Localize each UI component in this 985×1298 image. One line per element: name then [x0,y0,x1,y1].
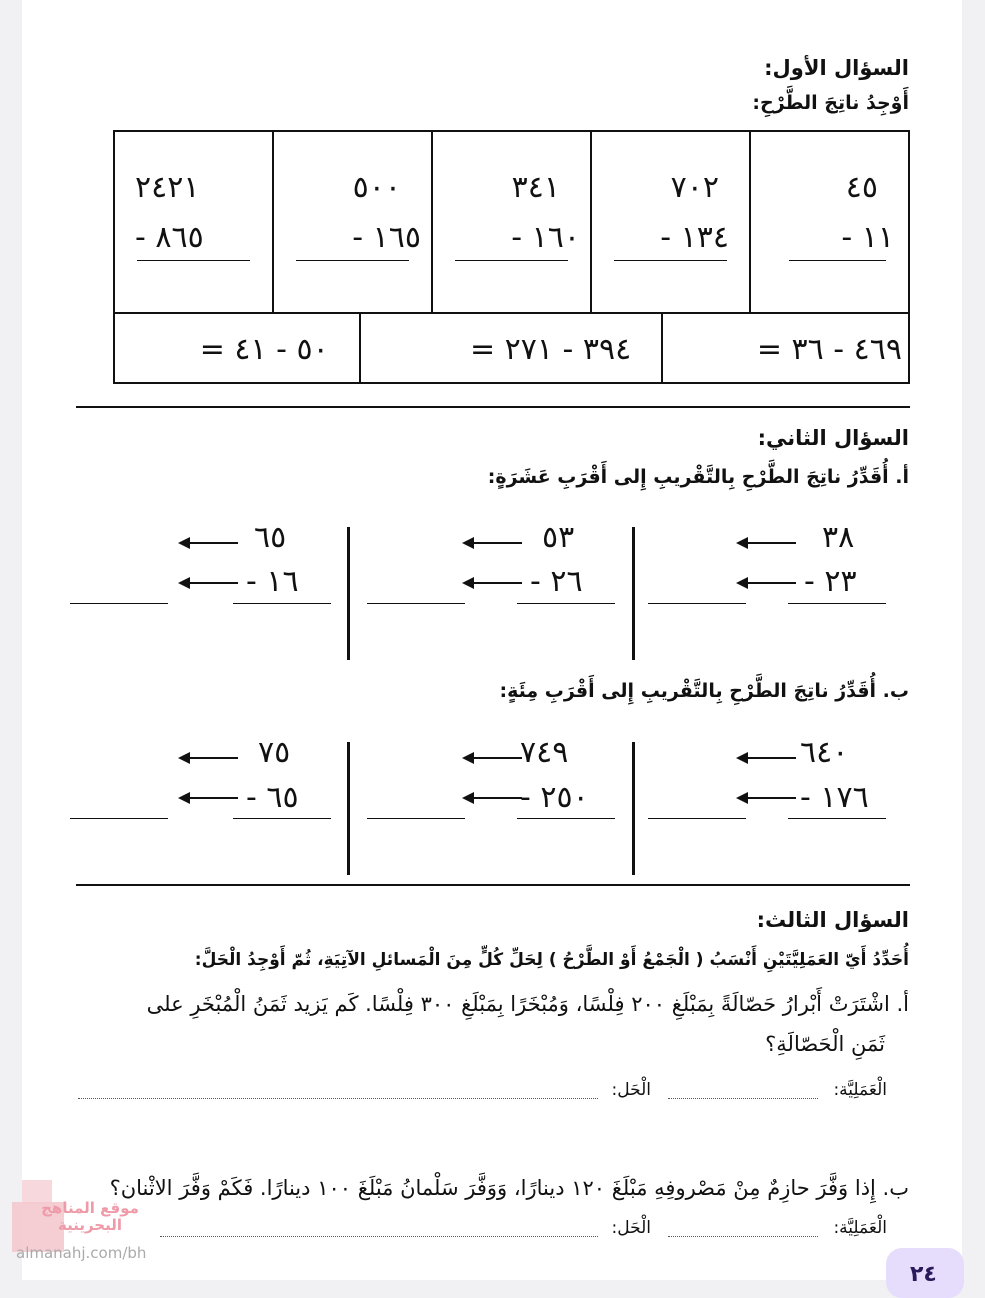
q2-part-a: أ. أُقَدِّرُ ناتِجَ الطَّرْحِ بِالتَّقْريبِ إِلى أَقْرَبِ عَشَرَةٍ: [487,466,909,488]
estimate-bottom: ٢٥٠ - [520,780,589,815]
q1-horizontal-table [113,312,910,384]
column-separator [632,527,635,660]
problem-b: ب. إِذا وَفَّرَ حازِمٌ مِنْ مَصْروفِهِ مَبْلَغَ ١٢٠ دينارًا، وَوَفَّرَ سَلْمانُ مَبْلَغَ ١٠٠ دينارًا. فَكَمْ وَفَّرَ الاثْنان؟ [109,1176,909,1200]
arrow-left-icon [738,542,796,544]
divider [76,884,910,886]
answer-blank[interactable] [367,603,465,604]
underline [233,818,331,819]
operation-answer-field[interactable] [668,1098,818,1099]
vertical-problem: ٤٥ ١١ - [750,131,909,313]
vertical-problem: ٧٠٢ ١٣٤ - [591,131,750,313]
arrow-left-icon [738,757,796,759]
column-separator [347,742,350,875]
operation-answer-field[interactable] [668,1236,818,1237]
answer-blank[interactable] [70,603,168,604]
arrow-left-icon [464,797,522,799]
watermark-text: موقع المناهج البحرينية [41,1199,139,1234]
q3-title: السؤال الثالث: [756,908,909,932]
estimate-top: ٧٤٩ [520,735,569,770]
q3-instruction: أُحَدِّدُ أَيّ العَمَلِيَّتَيْنِ أَنْسَبُ ( الْجَمْعُ أَوْ الطَّرْحُ ) لِحَلِّ كُلٍّ مِنَ الْمَسائلِ الآتِيَةِ، ثُمّ أَوْجِدُ الْحَلَّ: [194,950,909,970]
answer-blank[interactable] [367,818,465,819]
horizontal-problem: ٤٦٩ - ٣٦ = [662,313,909,383]
page-number: ٢٤ [910,1262,937,1287]
estimate-top: ٦٤٠ [800,735,849,770]
q2-part-b: ب. أُقَدِّرُ ناتِجَ الطَّرْحِ بِالتَّقْريبِ إِلى أَقْرَبِ مِئَةٍ: [499,680,909,702]
operation-label: الْعَمَلِيَّة: [833,1080,887,1100]
estimate-top: ٥٣ [542,520,575,555]
operation-label: الْعَمَلِيَّة: [833,1218,887,1238]
problem-a-line2: ثَمَنِ الْحَصّالَةِ؟ [765,1032,885,1056]
q1-instruction: أَوْجِدُ ناتِجَ الطَّرْحِ: [752,92,909,114]
underline [788,603,886,604]
solution-answer-field[interactable] [78,1098,598,1099]
arrow-left-icon [180,797,238,799]
column-separator [347,527,350,660]
divider [76,406,910,408]
estimate-bottom: ٢٦ - [530,564,583,599]
underline [233,603,331,604]
estimate-bottom: ١٦ - [246,564,299,599]
horizontal-problem: ٥٠ - ٤١ = [114,313,360,383]
estimate-bottom: ٦٥ - [246,780,299,815]
arrow-left-icon [464,542,522,544]
vertical-problem: ٣٤١ ١٦٠ - [432,131,591,313]
arrow-left-icon [738,582,796,584]
estimate-top: ٣٨ [822,520,855,555]
estimate-bottom: ٢٣ - [804,564,857,599]
horizontal-problem: ٣٩٤ - ٢٧١ = [360,313,662,383]
q1-vertical-table [113,130,910,314]
estimate-bottom: ١٧٦ - [800,780,869,815]
estimate-top: ٦٥ [254,520,287,555]
column-separator [632,742,635,875]
arrow-left-icon [464,757,522,759]
vertical-problem: ٥٠٠ ١٦٥ - [273,131,432,313]
problem-a-line1: أ. اشْتَرَتْ أَبْرارُ حَصّالَةً بِمَبْلَغِ ٢٠٠ فِلْسًا، وَمُبْخَرًا بِمَبْلَغِ ٣٠٠ فِلْسًا. كَم يَزيد ثَمَنُ الْمُبْخَرِ على [146,992,909,1016]
underline [517,818,615,819]
solution-label: الْحَل: [611,1080,651,1100]
underline [788,818,886,819]
answer-blank[interactable] [648,818,746,819]
answer-blank[interactable] [648,603,746,604]
arrow-left-icon [738,797,796,799]
solution-label: الْحَل: [611,1218,651,1238]
arrow-left-icon [180,757,238,759]
solution-answer-field[interactable] [160,1236,598,1237]
vertical-problem: ٢٤٢١ ٨٦٥ - [114,131,273,313]
q2-title: السؤال الثاني: [757,426,909,450]
underline [517,603,615,604]
estimate-top: ٧٥ [258,735,291,770]
arrow-left-icon [464,582,522,584]
arrow-left-icon [180,582,238,584]
q1-title: السؤال الأول: [764,56,909,80]
arrow-left-icon [180,542,238,544]
watermark-url: almanahj.com/bh [16,1244,147,1262]
answer-blank[interactable] [70,818,168,819]
